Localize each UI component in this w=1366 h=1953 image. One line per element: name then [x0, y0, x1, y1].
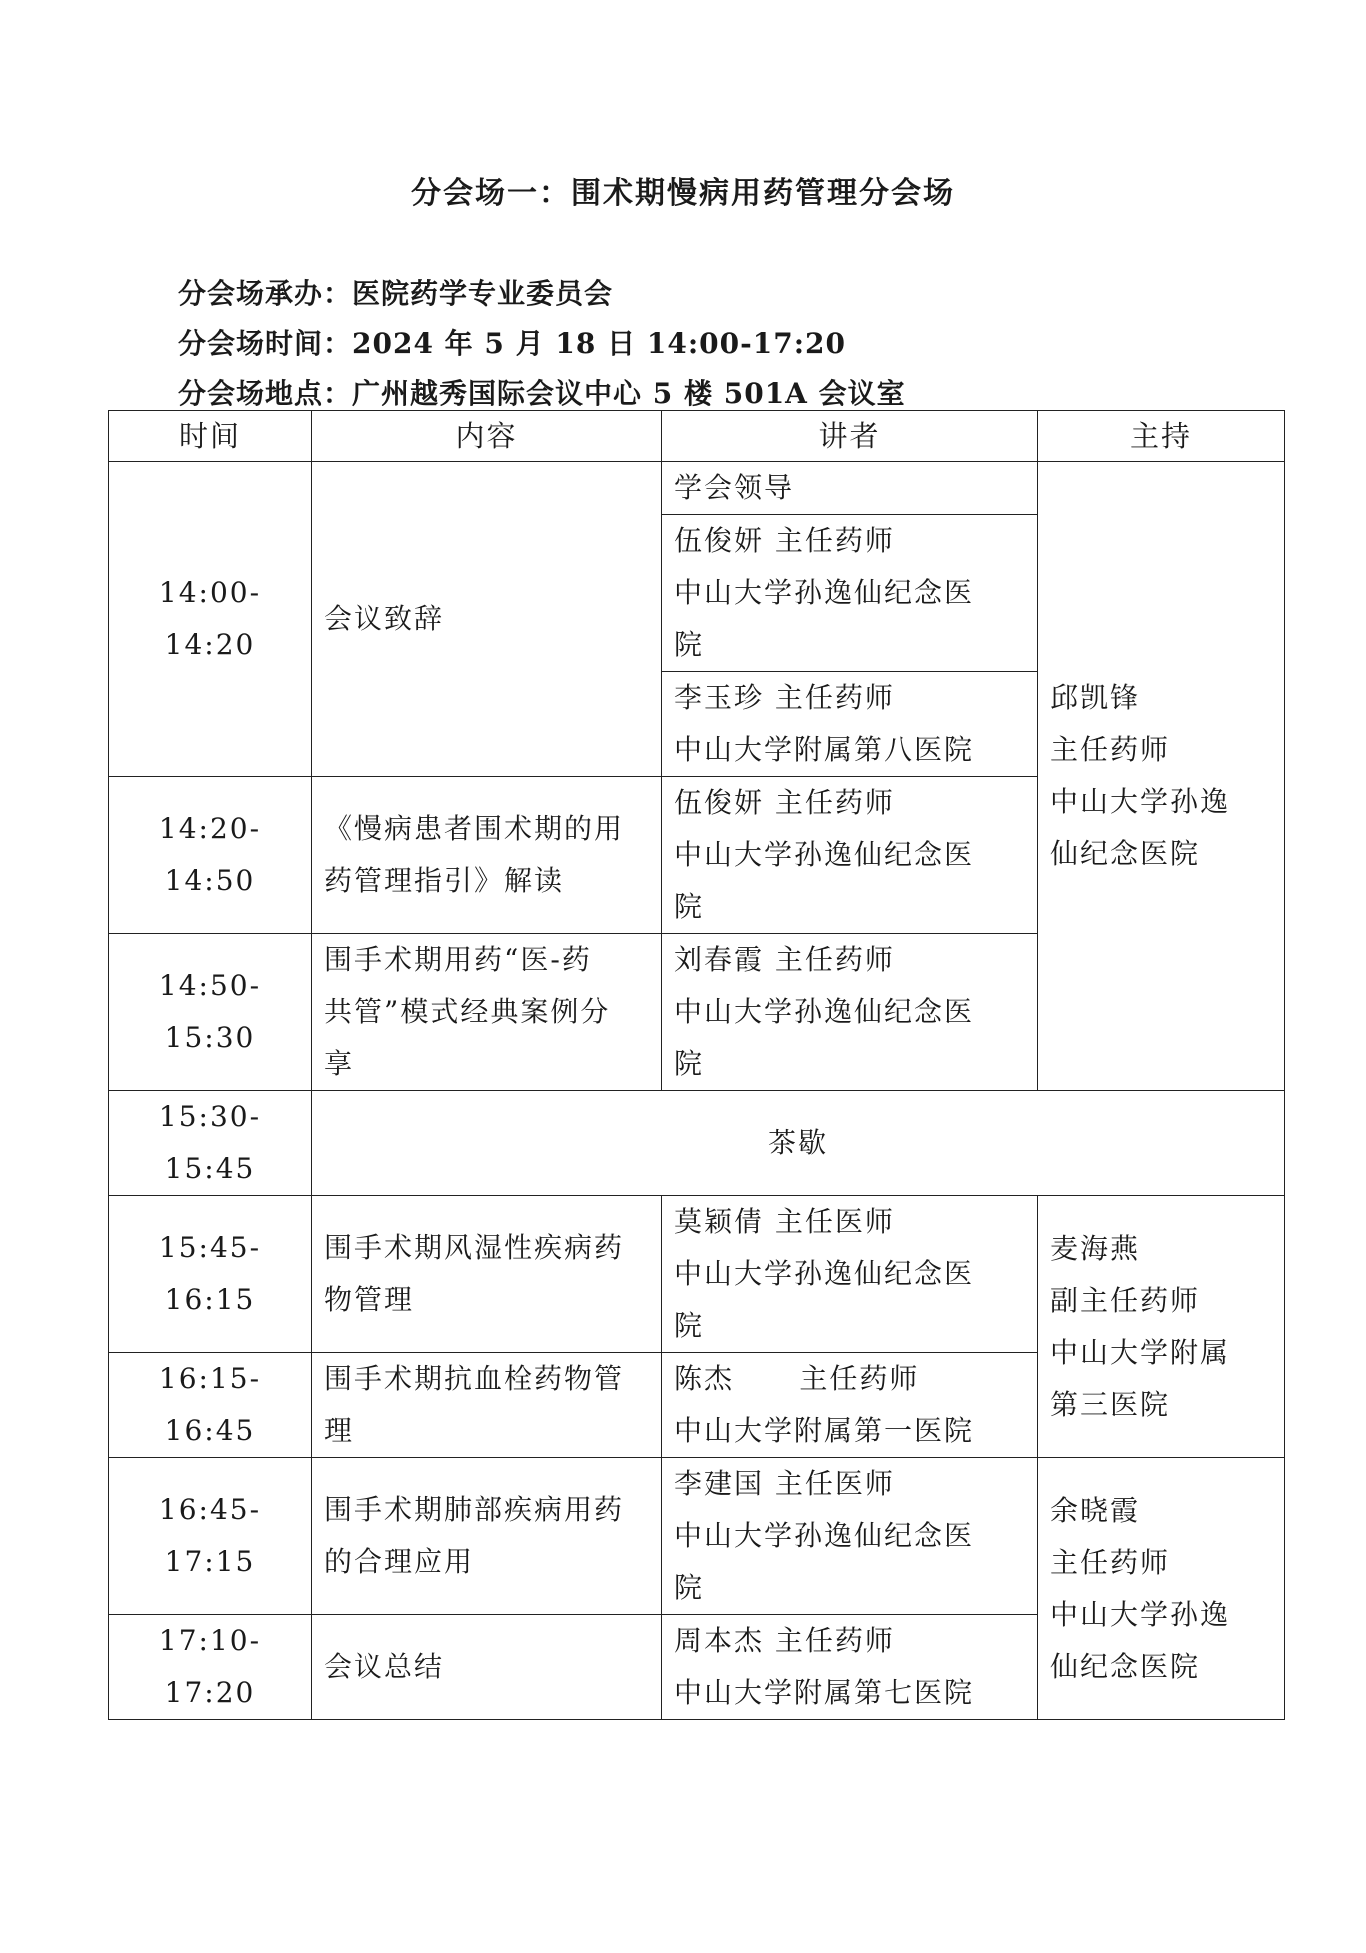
time-cell: 14:20-14:50: [109, 777, 312, 934]
topic-line: 围手术期用药“医-药: [324, 943, 592, 976]
break-cell: 茶歇: [312, 1091, 1285, 1196]
time-cell: 14:50-15:30: [109, 934, 312, 1091]
speaker-cell: [662, 515, 1038, 672]
header-time: 时间: [109, 411, 312, 462]
host-affiliation: 中山大学孙逸: [1050, 785, 1231, 818]
time-cell: 16:45-17:15: [109, 1458, 312, 1615]
page-title: 分会场一：围术期慢病用药管理分会场: [411, 176, 955, 211]
speaker-cell: [662, 1353, 1038, 1458]
host-affiliation: 仙纪念医院: [1050, 837, 1201, 870]
host-title: 主任药师: [1050, 733, 1171, 766]
topic-cell: [312, 1458, 662, 1615]
speaker-line: 院: [674, 628, 705, 661]
topic-line: 共管”模式经典案例分: [324, 995, 611, 1028]
topic-line: 物管理: [324, 1283, 415, 1316]
topic-cell: [312, 1353, 662, 1458]
speaker-line: 学会领导: [674, 471, 795, 504]
speaker-line: 伍俊妍 主任药师: [674, 524, 895, 557]
table-header-row: [109, 411, 1285, 462]
speaker-line: 中山大学孙逸仙纪念医: [674, 838, 975, 871]
speaker-line: 刘春霞 主任药师: [674, 943, 895, 976]
host-cell: [1038, 1196, 1285, 1458]
schedule-table: [108, 410, 1285, 1720]
speaker-line: 院: [674, 1047, 705, 1080]
time-cell: 17:10-17:20: [109, 1615, 312, 1720]
break-row: [109, 1091, 1285, 1196]
host-name: 余晓霞: [1050, 1493, 1141, 1527]
host-affiliation: 仙纪念医院: [1050, 1649, 1201, 1683]
speaker-cell: [662, 1196, 1038, 1353]
organizer-line: 分会场承办：医院药学专业委员会: [178, 277, 614, 310]
speaker-cell: [662, 672, 1038, 777]
speaker-line: 莫颖倩 主任医师: [674, 1205, 895, 1238]
speaker-line: 院: [674, 890, 705, 923]
host-cell: [1038, 1458, 1285, 1720]
host-title: 主任药师: [1050, 1545, 1171, 1579]
host-affiliation: 第三医院: [1050, 1387, 1171, 1421]
table-row: [109, 1196, 1285, 1353]
speaker-line: 中山大学附属第一医院: [674, 1414, 975, 1447]
host-cell: [1038, 462, 1285, 1091]
topic-line: 《慢病患者围术期的用: [324, 812, 625, 845]
speaker-line: 中山大学孙逸仙纪念医: [674, 995, 975, 1028]
header-content: 内容: [312, 411, 662, 462]
time-line: 分会场时间：2024 年 5 月 18 日 14:00-17:20: [178, 327, 847, 360]
speaker-line: 李玉珍 主任药师: [674, 681, 895, 714]
speaker-line: 中山大学孙逸仙纪念医: [674, 1257, 975, 1290]
topic-cell: 会议总结: [312, 1615, 662, 1720]
host-name: 邱凯锋: [1050, 681, 1141, 714]
topic-line: 围手术期肺部疾病用药: [324, 1493, 625, 1526]
topic-line: 享: [324, 1047, 355, 1080]
speaker-line: 院: [674, 1309, 705, 1342]
speaker-cell: [662, 1615, 1038, 1720]
speaker-cell: [662, 462, 1038, 515]
topic-cell: [312, 934, 662, 1091]
topic-cell: 会议致辞: [312, 462, 662, 777]
topic-line: 理: [324, 1414, 355, 1447]
speaker-line: 李建国 主任医师: [674, 1467, 895, 1500]
speaker-line: 院: [674, 1571, 705, 1604]
speaker-cell: [662, 777, 1038, 934]
topic-line: 药管理指引》解读: [324, 864, 565, 897]
time-cell: 15:30-15:45: [109, 1091, 312, 1196]
speaker-line: 伍俊妍 主任药师: [674, 786, 895, 819]
topic-cell: [312, 777, 662, 934]
host-affiliation: 中山大学孙逸: [1050, 1597, 1231, 1631]
location-line: 分会场地点：广州越秀国际会议中心 5 楼 501A 会议室: [178, 377, 906, 410]
time-cell: 14:00-14:20: [109, 462, 312, 777]
topic-cell: [312, 1196, 662, 1353]
time-cell: 16:15-16:45: [109, 1353, 312, 1458]
speaker-cell: [662, 934, 1038, 1091]
host-title: 副主任药师: [1050, 1283, 1201, 1317]
speaker-line: 中山大学孙逸仙纪念医: [674, 1519, 975, 1552]
speaker-line: 陈杰 主任药师: [674, 1362, 920, 1395]
header-host: 主持: [1038, 411, 1285, 462]
speaker-line: 中山大学孙逸仙纪念医: [674, 576, 975, 609]
speaker-cell: [662, 1458, 1038, 1615]
host-name: 麦海燕: [1050, 1231, 1141, 1265]
host-affiliation: 中山大学附属: [1050, 1335, 1231, 1369]
time-cell: 15:45-16:15: [109, 1196, 312, 1353]
table-row: [109, 1458, 1285, 1615]
topic-line: 围手术期抗血栓药物管: [324, 1362, 625, 1395]
speaker-line: 中山大学附属第七医院: [674, 1676, 975, 1709]
table-row: [109, 462, 1285, 515]
speaker-line: 周本杰 主任药师: [674, 1624, 895, 1657]
topic-line: 围手术期风湿性疾病药: [324, 1231, 625, 1264]
speaker-line: 中山大学附属第八医院: [674, 733, 975, 766]
topic-line: 的合理应用: [324, 1545, 475, 1578]
header-speaker: 讲者: [662, 411, 1038, 462]
